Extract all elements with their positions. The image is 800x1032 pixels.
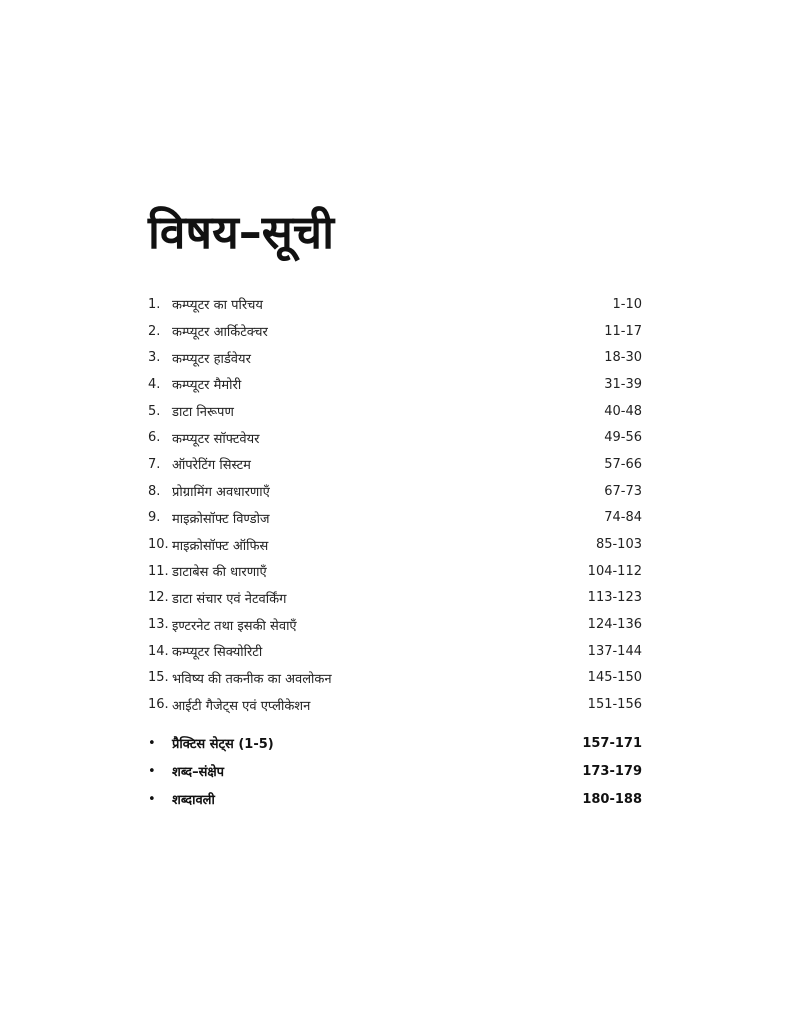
page-range: 85-103 [595, 537, 642, 553]
appendix-row [148, 785, 642, 813]
appendix-title: शब्द–संक्षेप [172, 765, 225, 780]
toc-row [148, 585, 642, 612]
bullet-icon: • [148, 791, 156, 807]
chapter-title: आईटी गैजेट्स एवं एप्लीकेशन [172, 698, 311, 714]
chapter-title: कम्प्यूटर हार्डवेयर [172, 351, 251, 367]
chapter-title: डाटा संचार एवं नेटवर्किंग [172, 591, 287, 607]
page-title: विषय–सूची [148, 205, 334, 259]
appendix-row [148, 729, 642, 757]
page-range: 49-56 [604, 430, 642, 446]
chapter-title: भविष्य की तकनीक का अवलोकन [172, 671, 332, 687]
chapter-title: इण्टरनेट तथा इसकी सेवाएँ [172, 618, 297, 634]
chapter-number: 9. [148, 510, 161, 526]
chapter-number: 6. [148, 430, 161, 446]
chapter-title: प्रोग्रामिंग अवधारणाएँ [172, 485, 270, 501]
page-range: 1-10 [612, 296, 642, 312]
chapter-title: डाटा निरूपण [172, 405, 234, 421]
chapter-number: 2. [148, 323, 161, 339]
chapter-number: 10. [148, 537, 169, 553]
toc-row [148, 638, 642, 665]
page-range: 137-144 [587, 643, 642, 659]
page-range: 124-136 [587, 617, 642, 633]
chapter-title: कम्प्यूटर सॉफ्टवेयर [172, 431, 260, 447]
chapter-number: 15. [148, 670, 169, 686]
chapter-number: 8. [148, 483, 161, 499]
page-range: 11-17 [604, 323, 642, 339]
page-range: 57-66 [604, 456, 642, 472]
chapter-number: 3. [148, 350, 161, 366]
page-range: 40-48 [604, 403, 642, 419]
toc-row [148, 505, 642, 532]
toc-row [148, 611, 642, 638]
chapter-title: कम्प्यूटर आर्किटेक्चर [172, 325, 268, 341]
bullet-icon: • [148, 735, 156, 751]
toc-row [148, 291, 642, 318]
toc-row [148, 558, 642, 585]
chapter-title: माइक्रोसॉफ्ट ऑफिस [172, 538, 269, 554]
chapter-title: कम्प्यूटर सिक्योरिटी [172, 645, 263, 661]
chapter-title: माइक्रोसॉफ्ट विण्डोज [172, 511, 270, 527]
toc-row [148, 691, 642, 718]
chapter-title: कम्प्यूटर मैमोरी [172, 378, 242, 394]
page-range: 173-179 [582, 763, 642, 779]
toc-row [148, 344, 642, 371]
chapter-title: डाटाबेस की धारणाएँ [172, 565, 267, 581]
page-range: 151-156 [587, 697, 642, 713]
page-range: 74-84 [604, 510, 642, 526]
toc-row [148, 398, 642, 425]
page-range: 180-188 [582, 791, 642, 807]
toc-row [148, 531, 642, 558]
chapter-title: ऑपरेटिंग सिस्टम [172, 458, 251, 474]
page-range: 31-39 [604, 376, 642, 392]
chapter-number: 16. [148, 697, 169, 713]
chapter-number: 4. [148, 376, 161, 392]
page-range: 113-123 [587, 590, 642, 606]
chapter-number: 5. [148, 403, 161, 419]
chapter-number: 14. [148, 643, 169, 659]
bullet-icon: • [148, 763, 156, 779]
page-range: 145-150 [587, 670, 642, 686]
appendix-row [148, 757, 642, 785]
chapter-number: 1. [148, 296, 161, 312]
toc-row [148, 318, 642, 345]
chapter-number: 13. [148, 617, 169, 633]
page-range: 104-112 [587, 563, 642, 579]
page-range: 157-171 [582, 735, 642, 751]
chapter-number: 11. [148, 563, 169, 579]
chapter-title: कम्प्यूटर का परिचय [172, 298, 263, 314]
toc-row [148, 451, 642, 478]
appendix-title: प्रैक्टिस सेट्स (1-5) [172, 737, 274, 752]
toc-row [148, 424, 642, 451]
table-of-contents [148, 291, 642, 718]
toc-row [148, 478, 642, 505]
page-range: 18-30 [604, 350, 642, 366]
chapter-number: 12. [148, 590, 169, 606]
chapter-number: 7. [148, 456, 161, 472]
appendix-list [148, 729, 642, 813]
appendix-title: शब्दावली [172, 793, 215, 808]
toc-row [148, 371, 642, 398]
toc-row [148, 665, 642, 692]
page-range: 67-73 [604, 483, 642, 499]
